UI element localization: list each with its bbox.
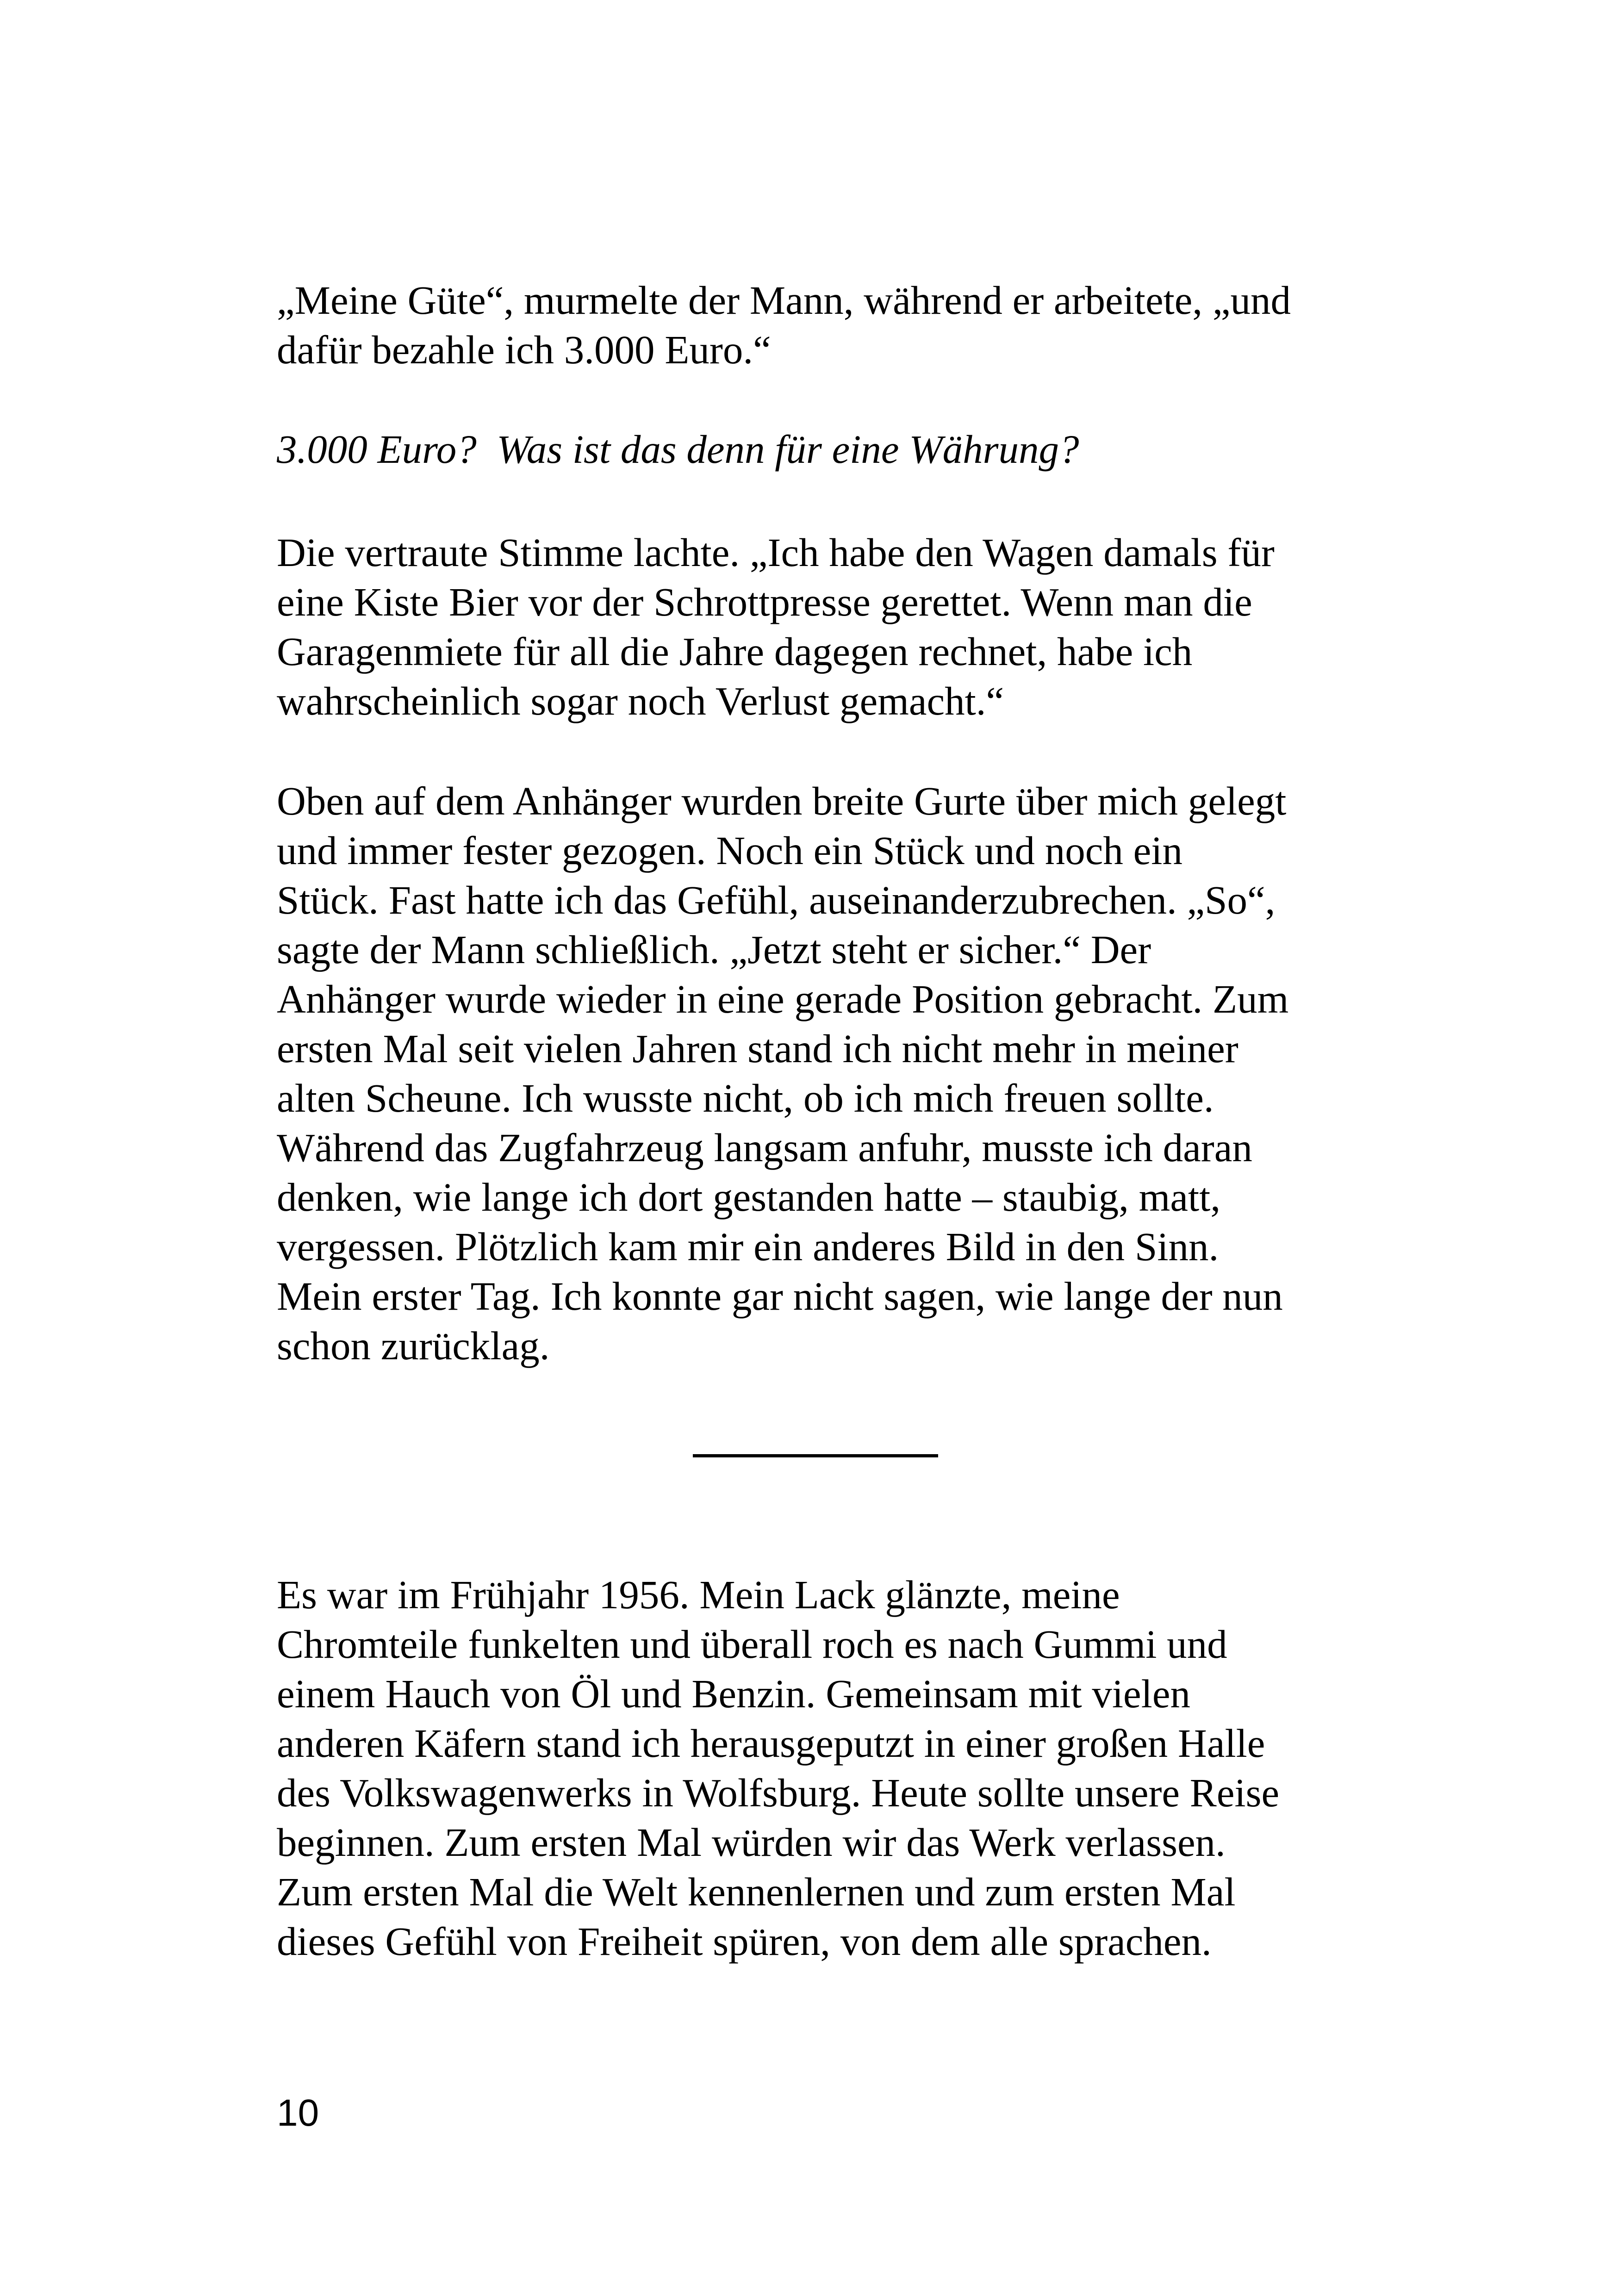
text-line: 3.000 Euro? Was ist das denn für eine Währung? — [277, 427, 1079, 472]
text-line: Es war im Frühjahr 1956. Mein Lack glänzte, meine — [277, 1572, 1120, 1617]
text-line: Zum ersten Mal die Welt kennenlernen und zum ersten Mal — [277, 1869, 1236, 1914]
text-line: Stück. Fast hatte ich das Gefühl, auseinanderzubrechen. „So“, — [277, 877, 1276, 922]
text-line: beginnen. Zum ersten Mal würden wir das Werk verlassen. — [277, 1820, 1226, 1865]
text-line: „Meine Güte“, murmelte der Mann, während er arbeitete, „und — [277, 278, 1291, 323]
text-line: sagte der Mann schließlich. „Jetzt steht er sicher.“ Der — [277, 927, 1151, 972]
text-line: und immer fester gezogen. Noch ein Stück und noch ein — [277, 828, 1182, 873]
paragraph-familiar-voice — [277, 528, 1369, 726]
section-divider — [693, 1454, 938, 1457]
text-line: eine Kiste Bier vor der Schrottpresse gerettet. Wenn man die — [277, 579, 1252, 624]
paragraph-inner-thought — [277, 424, 1369, 474]
text-line: anderen Käfern stand ich herausgeputzt in einer großen Halle — [277, 1721, 1265, 1766]
paragraph-spring-1956 — [277, 1570, 1369, 1966]
text-line: schon zurücklag. — [277, 1323, 550, 1368]
text-line: Während das Zugfahrzeug langsam anfuhr, musste ich daran — [277, 1125, 1252, 1170]
text-line: Anhänger wurde wieder in eine gerade Position gebracht. Zum — [277, 977, 1289, 1021]
text-line: Garagenmiete für all die Jahre dagegen rechnet, habe ich — [277, 629, 1193, 674]
text-line: dieses Gefühl von Freiheit spüren, von dem alle sprachen. — [277, 1919, 1212, 1964]
text-line: wahrscheinlich sogar noch Verlust gemacht.“ — [277, 678, 1004, 723]
paragraph-dialogue-opening — [277, 275, 1369, 374]
paragraph-trailer — [277, 776, 1369, 1370]
text-line: einem Hauch von Öl und Benzin. Gemeinsam mit vielen — [277, 1671, 1190, 1716]
text-line: Chromteile funkelten und überall roch es nach Gummi und — [277, 1622, 1227, 1667]
text-line: Oben auf dem Anhänger wurden breite Gurte über mich gelegt — [277, 778, 1287, 823]
text-line: vergessen. Plötzlich kam mir ein anderes Bild in den Sinn. — [277, 1224, 1219, 1269]
text-line: Die vertraute Stimme lachte. „Ich habe den Wagen damals für — [277, 530, 1275, 575]
page-number: 10 — [277, 2092, 319, 2134]
text-line: ersten Mal seit vielen Jahren stand ich nicht mehr in meiner — [277, 1026, 1238, 1071]
text-line: alten Scheune. Ich wusste nicht, ob ich mich freuen sollte. — [277, 1076, 1214, 1120]
text-line: des Volkswagenwerks in Wolfsburg. Heute sollte unsere Reise — [277, 1770, 1280, 1815]
text-line: Mein erster Tag. Ich konnte gar nicht sagen, wie lange der nun — [277, 1274, 1283, 1319]
text-line: dafür bezahle ich 3.000 Euro.“ — [277, 327, 771, 372]
text-line: denken, wie lange ich dort gestanden hatte – staubig, matt, — [277, 1175, 1221, 1220]
